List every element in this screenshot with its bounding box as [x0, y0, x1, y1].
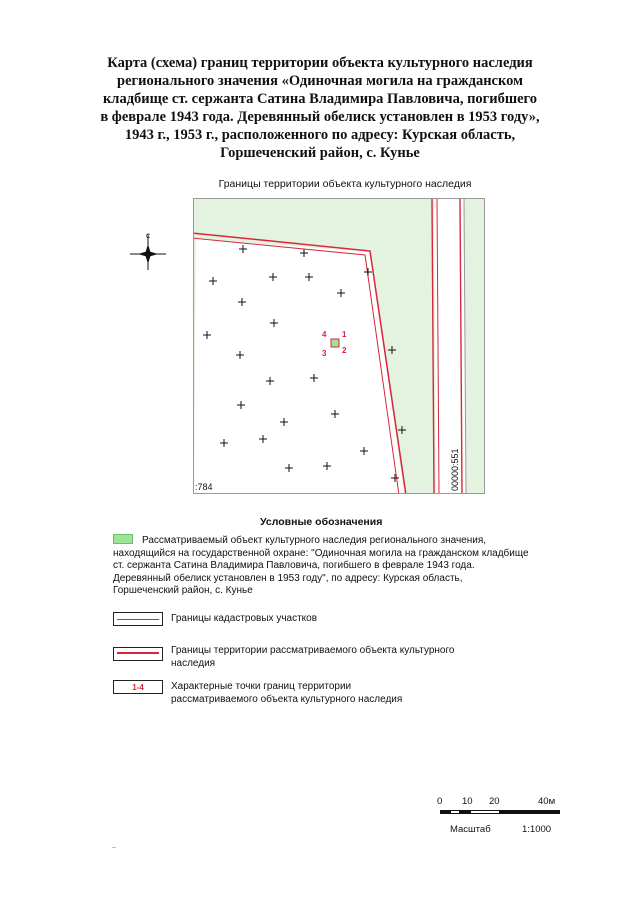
- object-territory: [331, 339, 339, 347]
- parcel-label-784: :784: [195, 482, 213, 492]
- scale-tick: 10: [462, 796, 473, 807]
- legend-territory-line: наследия: [171, 657, 216, 669]
- scale-tick: 20: [489, 796, 500, 807]
- legend-territory-line: Границы территории рассматриваемого объекта культурного: [171, 645, 455, 656]
- cadastral-line-icon: [113, 612, 163, 626]
- scale-bar: [436, 796, 576, 846]
- map-caption: Границы территории объекта культурного наследия: [218, 178, 472, 190]
- map-title: [70, 54, 570, 162]
- title-line: Карта (схема) границ территории объекта культурного наследия: [107, 55, 533, 71]
- parcel-label-551: 00000:551: [450, 448, 460, 491]
- point-number-1: 1: [342, 330, 347, 339]
- territory-line-icon: [113, 647, 163, 661]
- legend-points-line: рассматриваемого объекта культурного наследия: [171, 693, 403, 705]
- map-canvas: [194, 199, 484, 493]
- points-sample-box: [113, 680, 163, 694]
- title-line: в феврале 1943 года. Деревянный обелиск установлен в 1953 году»,: [100, 109, 540, 125]
- point-number-4: 4: [322, 330, 327, 339]
- scale-tick: 40м: [538, 796, 556, 807]
- compass-label: С: [146, 234, 151, 240]
- point-number-3: 3: [322, 349, 327, 358]
- point-number-2: 2: [342, 346, 347, 355]
- legend-object-text: Рассматриваемый объект культурного наследия регионального значения,: [142, 535, 487, 546]
- scale-segments: [440, 810, 560, 814]
- legend-object-line: находящийся на государственной охране: "Одиночная могила на гражданском кладбище: [113, 547, 529, 559]
- legend-title: Условные обозначения: [260, 516, 383, 528]
- points-sample: 1-4: [132, 683, 144, 692]
- title-line: кладбище ст. сержанта Сатина Владимира Павловича, погибшего: [102, 91, 538, 107]
- legend-territory-label: [171, 645, 531, 670]
- object-swatch-icon: [113, 534, 133, 544]
- legend-object-description: [113, 534, 533, 598]
- legend-cadastral-label: Границы кадастровых участков: [171, 613, 318, 624]
- parcel-784-fill: [194, 239, 404, 493]
- title-line: 1943 г., 1953 г., расположенного по адресу: Курская область,: [124, 127, 516, 143]
- page-mark: [112, 847, 116, 848]
- legend-object-line: ст. сержанта Сатина Владимира Павловича, погибшего в феврале 1943 года.: [113, 560, 475, 572]
- scale-tick: 0: [437, 796, 443, 807]
- legend-object-line: Деревянный обелиск установлен в 1953 году", по адресу: Курская область,: [113, 572, 463, 584]
- title-line: регионального значения «Одиночная могила на гражданском: [117, 73, 523, 89]
- north-arrow-icon: [128, 232, 168, 272]
- title-line: Горшеченский район, с. Кунье: [220, 145, 420, 161]
- legend-object-line: [113, 534, 533, 548]
- legend-points-line: Характерные точки границ территории: [171, 681, 352, 692]
- legend-points-label: [171, 681, 531, 706]
- map-frame: [193, 198, 485, 494]
- scale-ratio: 1:1000: [522, 824, 552, 835]
- scale-label: Масштаб: [450, 824, 491, 835]
- legend-object-line: Горшеченский район, с. Кунье: [113, 585, 253, 597]
